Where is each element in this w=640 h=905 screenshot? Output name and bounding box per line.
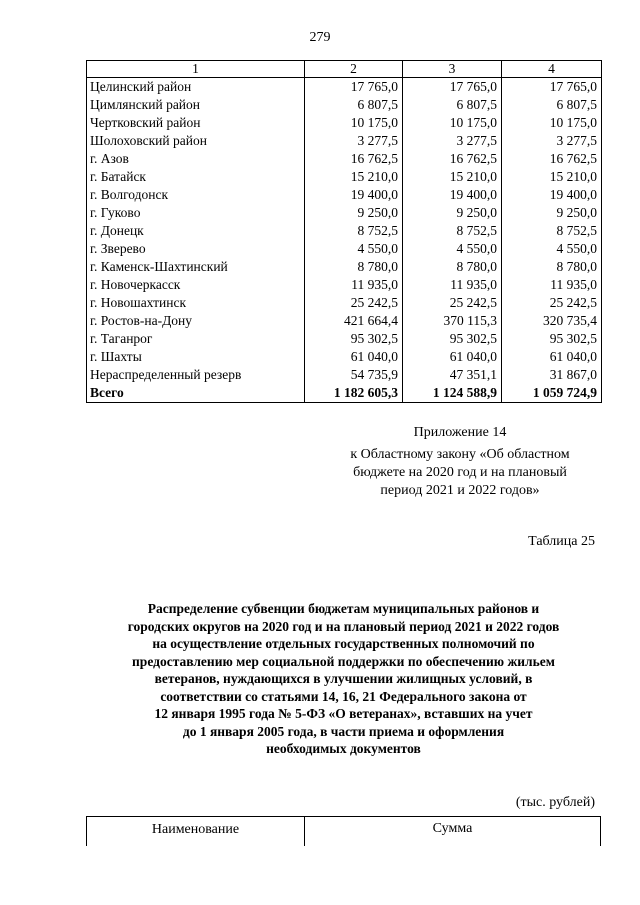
cell-name: г. Каменск-Шахтинский bbox=[87, 258, 305, 276]
cell-2021: 1 124 588,9 bbox=[403, 384, 502, 403]
table-row bbox=[87, 132, 602, 150]
heading-line: предоставлению мер социальной поддержки по обеспечению жильем bbox=[132, 653, 555, 669]
cell-2020: 17 765,0 bbox=[305, 78, 403, 97]
cell-2022: 1 059 724,9 bbox=[502, 384, 602, 403]
cell-name: г. Азов bbox=[87, 150, 305, 168]
cell-2022: 6 807,5 bbox=[502, 96, 602, 114]
cell-2022: 10 175,0 bbox=[502, 114, 602, 132]
column-header: 4 bbox=[502, 61, 602, 78]
table-row bbox=[87, 366, 602, 384]
heading-line: 12 января 1995 года № 5-ФЗ «О ветеранах», вставших на учет bbox=[154, 706, 533, 721]
heading-line: до 1 января 2005 года, в части приема и оформления bbox=[182, 723, 505, 739]
cell-2020: 25 242,5 bbox=[305, 294, 403, 312]
cell-2021: 17 765,0 bbox=[403, 78, 502, 97]
cell-2020: 9 250,0 bbox=[305, 204, 403, 222]
cell-2020: 3 277,5 bbox=[305, 132, 403, 150]
table-row bbox=[87, 168, 602, 186]
table-row bbox=[87, 312, 602, 330]
cell-2022: 31 867,0 bbox=[502, 366, 602, 384]
cell-name: г. Батайск bbox=[87, 168, 305, 186]
cell-2021: 47 351,1 bbox=[403, 366, 502, 384]
table-row bbox=[87, 330, 602, 348]
cell-2020: 10 175,0 bbox=[305, 114, 403, 132]
column-header: 1 bbox=[87, 61, 305, 78]
cell-name: г. Шахты bbox=[87, 348, 305, 366]
table-row bbox=[87, 276, 602, 294]
cell-name: г. Таганрог bbox=[87, 330, 305, 348]
cell-name: Нераспределенный резерв bbox=[87, 366, 305, 384]
cell-name: г. Новочеркасск bbox=[87, 276, 305, 294]
table-row bbox=[87, 96, 602, 114]
table-row bbox=[87, 240, 602, 258]
cell-2022: 95 302,5 bbox=[502, 330, 602, 348]
cell-2020: 61 040,0 bbox=[305, 348, 403, 366]
heading-line: Распределение субвенции бюджетам муниципальных районов и bbox=[147, 601, 540, 616]
heading-line: на осуществление отдельных государственных полномочий по bbox=[152, 636, 535, 651]
table-row bbox=[87, 78, 602, 97]
appendix-line: к Областному закону «Об областном bbox=[350, 447, 570, 462]
cell-2021: 15 210,0 bbox=[403, 168, 502, 186]
heading-line: необходимых документов bbox=[266, 741, 421, 756]
column-header: 2 bbox=[305, 61, 403, 78]
cell-2020: 11 935,0 bbox=[305, 276, 403, 294]
budget-table bbox=[86, 60, 602, 403]
cell-2020: 19 400,0 bbox=[305, 186, 403, 204]
appendix-title: Приложение 14 bbox=[413, 425, 507, 440]
cell-2020: 15 210,0 bbox=[305, 168, 403, 186]
cell-2022: 9 250,0 bbox=[502, 204, 602, 222]
cell-2021: 8 752,5 bbox=[403, 222, 502, 240]
cell-2022: 17 765,0 bbox=[502, 78, 602, 97]
table-row bbox=[87, 348, 602, 366]
cell-2020: 421 664,4 bbox=[305, 312, 403, 330]
total-row bbox=[87, 384, 602, 403]
heading-line: городских округов на 2020 год и на плановый период 2021 и 2022 годов bbox=[127, 618, 560, 634]
cell-name: г. Донецк bbox=[87, 222, 305, 240]
cell-2021: 25 242,5 bbox=[403, 294, 502, 312]
heading-line: соответствии со статьями 14, 16, 21 Федерального закона от bbox=[160, 688, 527, 704]
table-row bbox=[87, 114, 602, 132]
cell-name: Цимлянский район bbox=[87, 96, 305, 114]
cell-2022: 61 040,0 bbox=[502, 348, 602, 366]
cell-2020: 8 780,0 bbox=[305, 258, 403, 276]
cell-2021: 6 807,5 bbox=[403, 96, 502, 114]
table-row bbox=[87, 186, 602, 204]
cell-2021: 95 302,5 bbox=[403, 330, 502, 348]
cell-name: г. Новошахтинск bbox=[87, 294, 305, 312]
cell-name: г. Волгодонск bbox=[87, 186, 305, 204]
cell-2022: 16 762,5 bbox=[502, 150, 602, 168]
cell-2020: 95 302,5 bbox=[305, 330, 403, 348]
table-header-row bbox=[87, 61, 602, 78]
cell-2020: 54 735,9 bbox=[305, 366, 403, 384]
table-row bbox=[87, 294, 602, 312]
cell-name: Чертковский район bbox=[87, 114, 305, 132]
table-row bbox=[87, 258, 602, 276]
cell-2022: 8 780,0 bbox=[502, 258, 602, 276]
cell-2022: 25 242,5 bbox=[502, 294, 602, 312]
sum-column-header: Сумма bbox=[432, 821, 473, 836]
cell-2020: 6 807,5 bbox=[305, 96, 403, 114]
cell-2020: 4 550,0 bbox=[305, 240, 403, 258]
name-column-header: Наименование bbox=[87, 817, 305, 846]
appendix-text bbox=[330, 446, 590, 500]
cell-2022: 3 277,5 bbox=[502, 132, 602, 150]
cell-2022: 8 752,5 bbox=[502, 222, 602, 240]
units-label: (тыс. рублей) bbox=[515, 795, 595, 810]
cell-2021: 16 762,5 bbox=[403, 150, 502, 168]
column-header: 3 bbox=[403, 61, 502, 78]
cell-name: г. Гуково bbox=[87, 204, 305, 222]
cell-name: г. Зверево bbox=[87, 240, 305, 258]
cell-2021: 4 550,0 bbox=[403, 240, 502, 258]
heading-line: ветеранов, нуждающихся в улучшении жилищных условий, в bbox=[154, 671, 533, 686]
cell-2020: 16 762,5 bbox=[305, 150, 403, 168]
cell-name: Целинский район bbox=[87, 78, 305, 97]
table-heading bbox=[86, 600, 601, 758]
cell-2021: 10 175,0 bbox=[403, 114, 502, 132]
cell-name: Шолоховский район bbox=[87, 132, 305, 150]
table-row bbox=[87, 204, 602, 222]
cell-2021: 19 400,0 bbox=[403, 186, 502, 204]
cell-2021: 370 115,3 bbox=[403, 312, 502, 330]
cell-2020: 8 752,5 bbox=[305, 222, 403, 240]
cell-2022: 320 735,4 bbox=[502, 312, 602, 330]
cell-2022: 11 935,0 bbox=[502, 276, 602, 294]
table-row bbox=[87, 150, 602, 168]
new-table-header bbox=[86, 816, 601, 846]
cell-2021: 9 250,0 bbox=[403, 204, 502, 222]
table-label: Таблица 25 bbox=[528, 534, 595, 549]
cell-2020: 1 182 605,3 bbox=[305, 384, 403, 403]
cell-name: Всего bbox=[87, 384, 305, 403]
cell-2021: 3 277,5 bbox=[403, 132, 502, 150]
cell-2021: 11 935,0 bbox=[403, 276, 502, 294]
appendix-line: период 2021 и 2022 годов» bbox=[380, 483, 540, 498]
cell-2022: 4 550,0 bbox=[502, 240, 602, 258]
cell-2021: 61 040,0 bbox=[403, 348, 502, 366]
appendix-line: бюджете на 2020 год и на плановый bbox=[353, 465, 567, 480]
table-row bbox=[87, 222, 602, 240]
cell-name: г. Ростов-на-Дону bbox=[87, 312, 305, 330]
cell-2021: 8 780,0 bbox=[403, 258, 502, 276]
cell-2022: 19 400,0 bbox=[502, 186, 602, 204]
cell-2022: 15 210,0 bbox=[502, 168, 602, 186]
page-number: 279 bbox=[309, 30, 331, 45]
